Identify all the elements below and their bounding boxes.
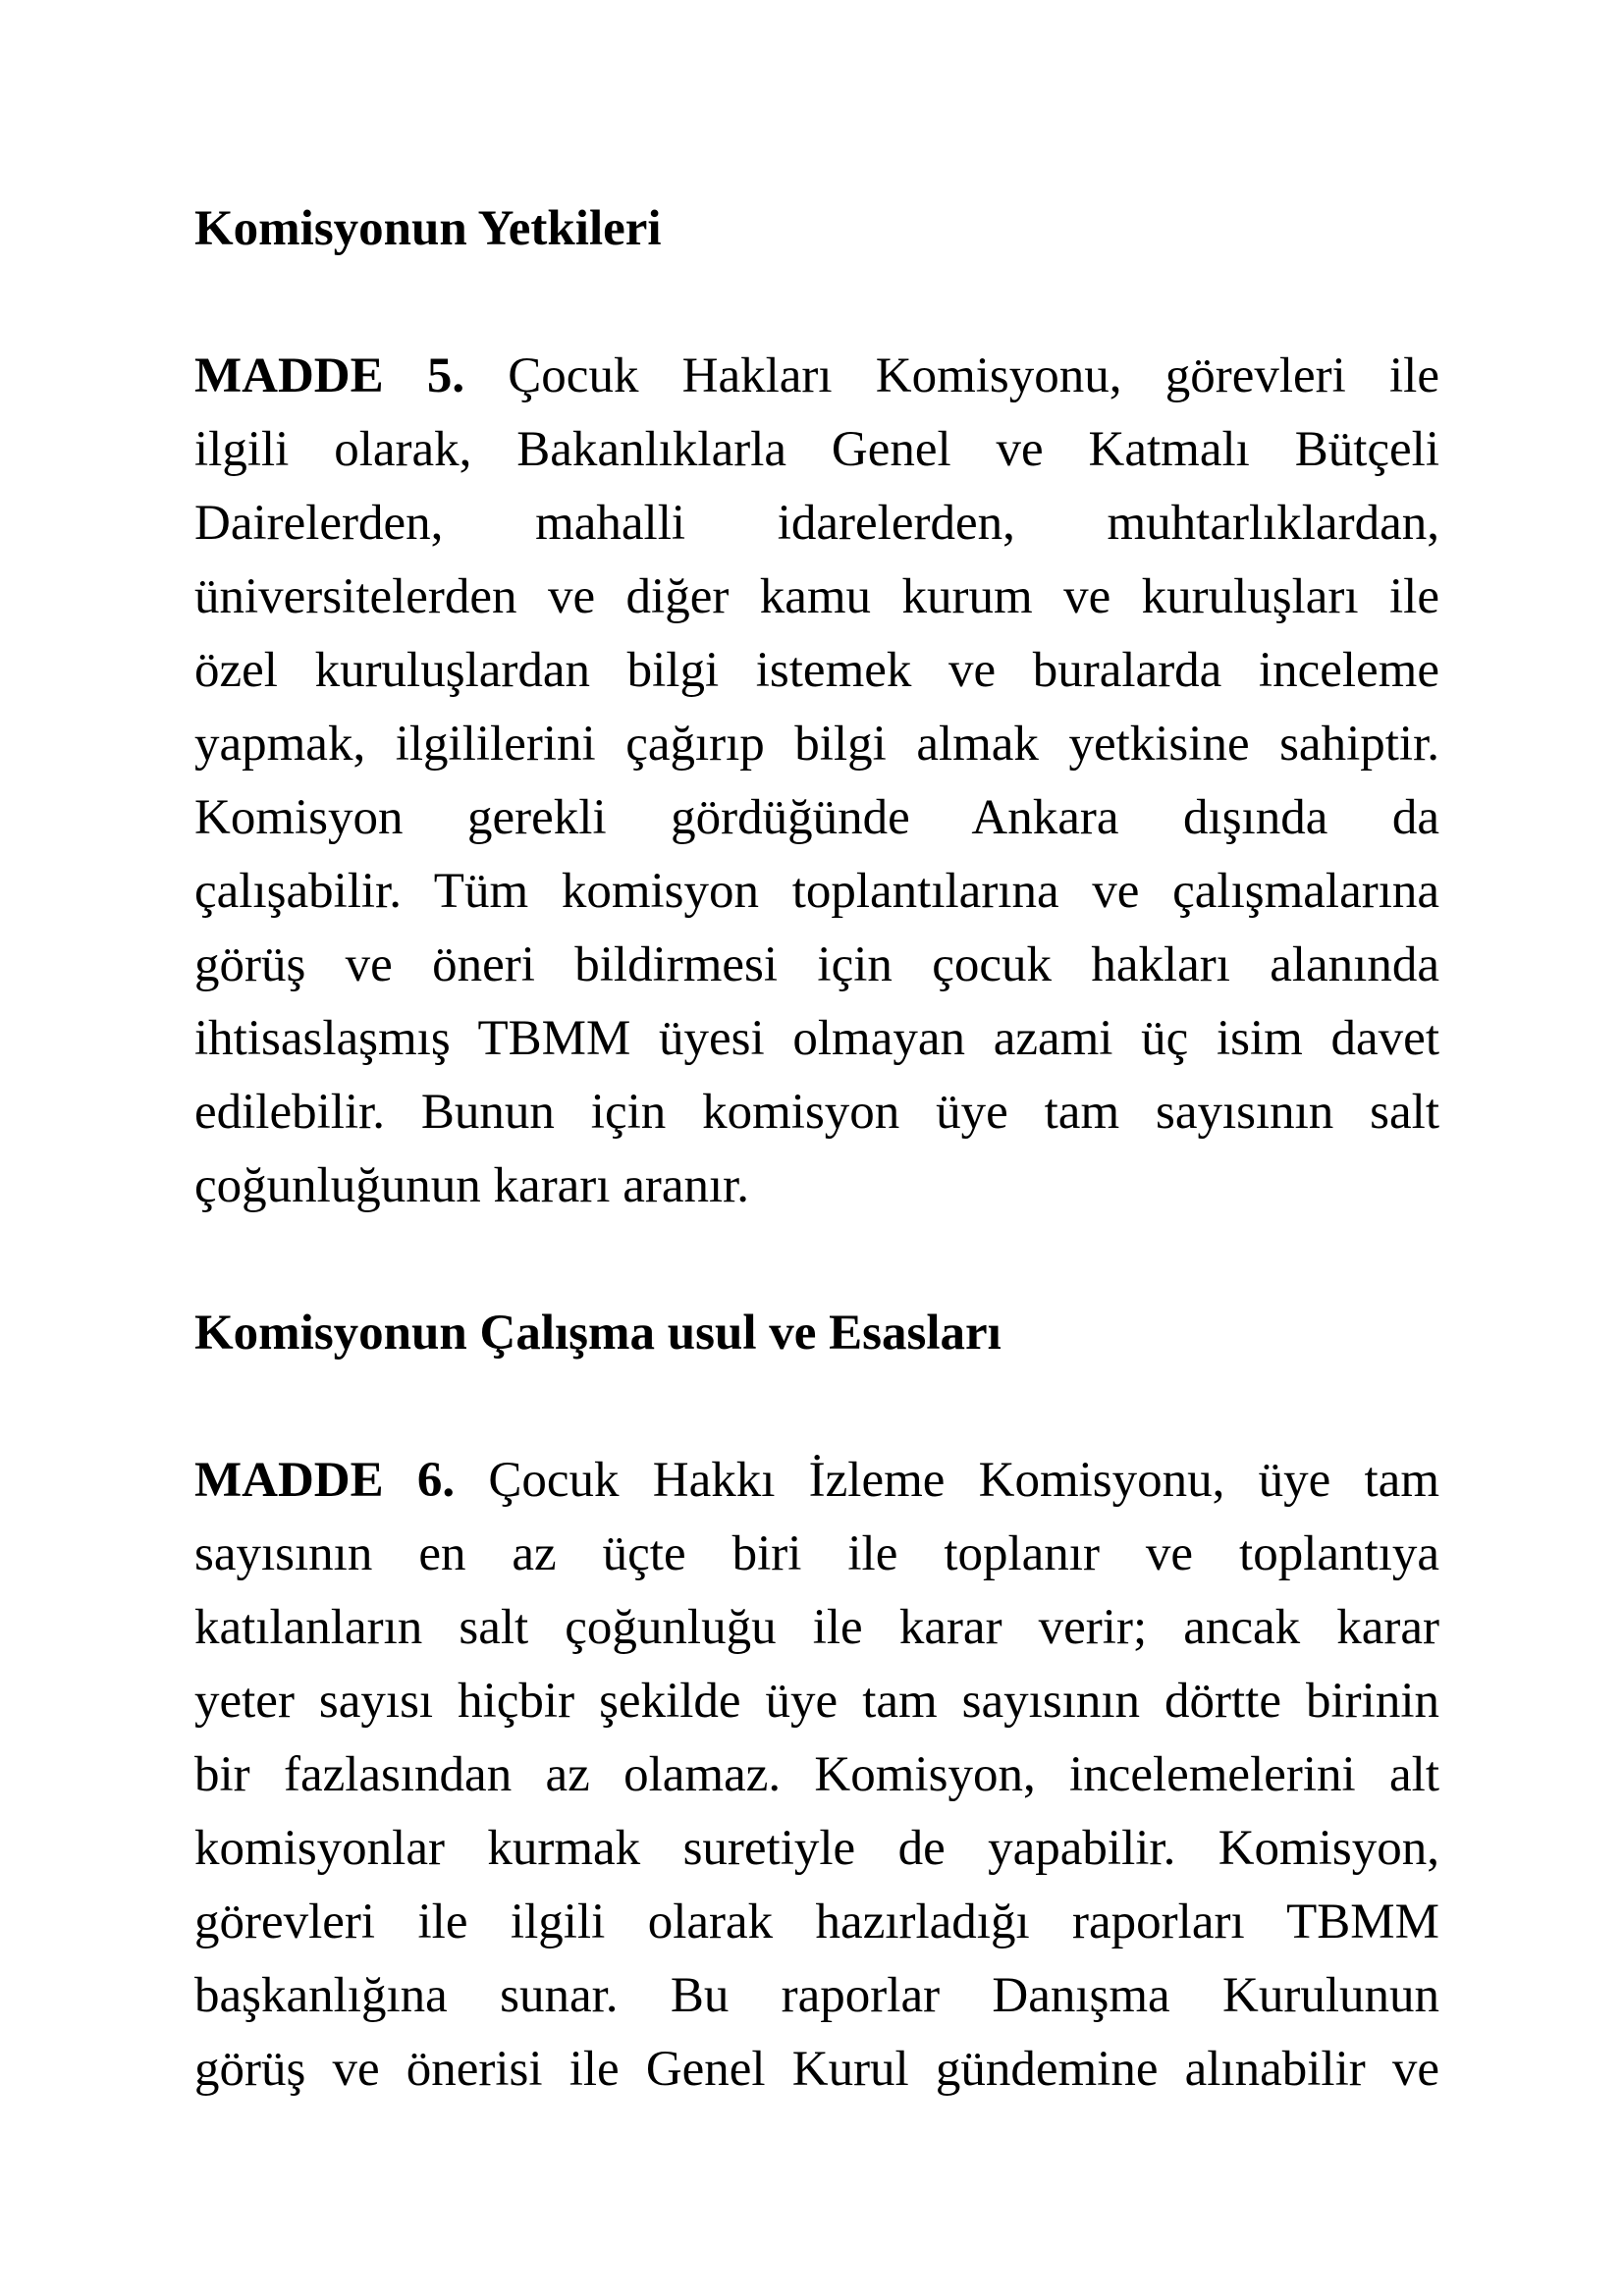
section-heading-calisma-usul-ve-esaslari: Komisyonun Çalışma usul ve Esasları — [194, 1306, 1001, 1361]
paragraph-line: komisyonlar kurmak suretiyle de yapabilir. Komisyon, — [194, 1821, 1439, 1876]
section-heading-komisyonun-yetkileri: Komisyonun Yetkileri — [194, 201, 662, 256]
paragraph-line: Komisyon gerekli gördüğünde Ankara dışında da — [194, 790, 1439, 845]
paragraph-line: görüş ve öneri bildirmesi için çocuk hakları alanında — [194, 937, 1439, 992]
paragraph-line: ilgili olarak, Bakanlıklarla Genel ve Katmalı Bütçeli — [194, 422, 1439, 477]
paragraph-line-last: çoğunluğunun kararı aranır. — [194, 1158, 750, 1213]
paragraph-line: çalışabilir. Tüm komisyon toplantılarına ve çalışmalarına — [194, 864, 1439, 919]
paragraph-line: edilebilir. Bunun için komisyon üye tam sayısının salt — [194, 1085, 1439, 1140]
spacer — [194, 1370, 1439, 1444]
document-body — [194, 192, 1439, 2107]
paragraph-line: başkanlığına sunar. Bu raporlar Danışma Kurulunun — [194, 1968, 1439, 2023]
paragraph-line: görevleri ile ilgili olarak hazırladığı raporları TBMM — [194, 1895, 1439, 1949]
paragraph-line: MADDE 5. Çocuk Hakları Komisyonu, görevleri ile — [194, 348, 1439, 403]
paragraph-line: katılanların salt çoğunluğu ile karar verir; ancak karar — [194, 1600, 1439, 1655]
paragraph-line: yeter sayısı hiçbir şekilde üye tam sayısının dörtte birinin — [194, 1674, 1439, 1729]
paragraph-line: yapmak, ilgililerini çağırıp bilgi almak yetkisine sahiptir. — [194, 717, 1439, 772]
article-6-paragraph — [194, 1444, 1439, 2107]
paragraph-line: Dairelerden, mahalli idarelerden, muhtarlıklardan, — [194, 496, 1439, 551]
paragraph-line: ihtisaslaşmış TBMM üyesi olmayan azami üç isim davet — [194, 1011, 1439, 1066]
spacer — [194, 1223, 1439, 1297]
paragraph-line: üniversitelerden ve diğer kamu kurum ve kuruluşları ile — [194, 569, 1439, 624]
article-5-paragraph — [194, 340, 1439, 1223]
paragraph-line: özel kuruluşlardan bilgi istemek ve buralarda inceleme — [194, 643, 1439, 698]
spacer — [194, 266, 1439, 340]
paragraph-line: görüş ve önerisi ile Genel Kurul gündemine alınabilir ve — [194, 2042, 1439, 2097]
paragraph-line: MADDE 6. Çocuk Hakkı İzleme Komisyonu, üye tam — [194, 1453, 1439, 1508]
article-label: MADDE 6. — [194, 1453, 456, 1508]
article-label: MADDE 5. — [194, 348, 465, 403]
paragraph-line: sayısının en az üçte biri ile toplanır ve toplantıya — [194, 1526, 1439, 1581]
paragraph-line: bir fazlasından az olamaz. Komisyon, incelemelerini alt — [194, 1747, 1439, 1802]
